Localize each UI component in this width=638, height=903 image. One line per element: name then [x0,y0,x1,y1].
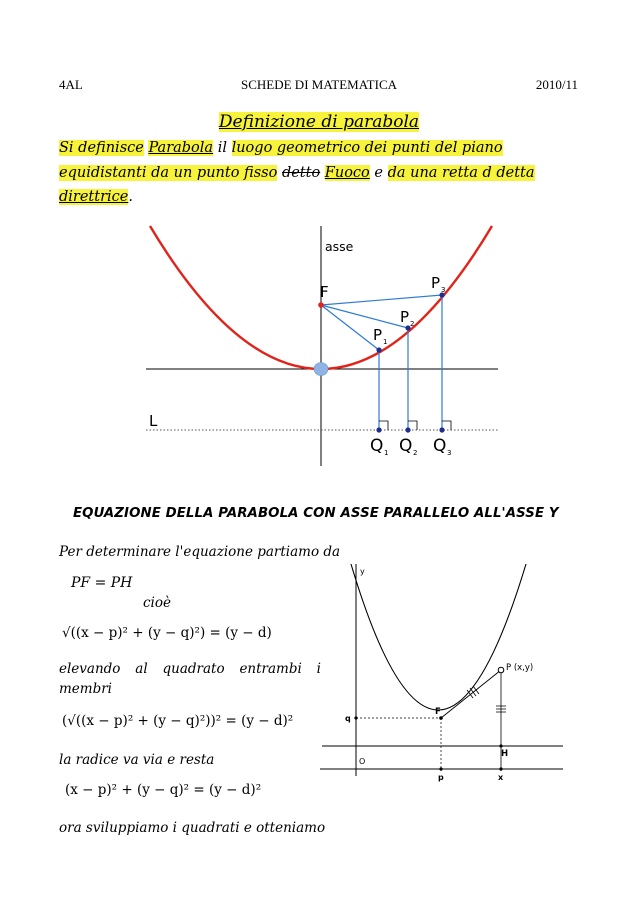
body-line-2b: membri [59,681,113,697]
segment-f-p1 [321,305,379,350]
q3-label: Q [433,436,447,456]
x-label: x [498,773,504,782]
p1-subscript: 1 [383,338,388,346]
point-q3 [439,427,444,432]
axis-label: asse [325,239,354,254]
point-p [498,667,504,673]
point-q2 [405,427,410,432]
p3-subscript: 3 [441,286,446,294]
q3-subscript: 3 [447,449,452,457]
header-year: 2010/11 [535,77,578,92]
word-detto: detto [281,164,321,181]
f-label: F [435,707,441,717]
definition-phrase: luogo geometrico dei punti del piano equidistanti da un punto fisso [59,140,503,181]
body-line-3: la radice va via e resta [59,752,215,768]
q2-subscript: 2 [413,449,418,457]
segment-f-p2 [321,305,408,328]
header-title: SCHEDE DI MATEMATICA [241,77,397,92]
h-label: H [501,749,509,759]
y-label: y [360,567,365,576]
q2-label: Q [399,436,413,456]
focus-label: F [320,283,329,301]
parabola-curve-2 [351,564,526,710]
term-direttrice: direttrice [59,189,129,205]
q1-subscript: 1 [384,449,389,457]
page-title [0,112,638,132]
point-x-axis [499,767,502,770]
body-line-4: ora sviluppiamo i quadrati e otteniamo [59,820,326,836]
title-text: Definizione di parabola [218,112,420,132]
o-label: O [359,757,366,766]
q-label: q [345,714,351,723]
point-p-axis [439,767,442,770]
segment-pf [441,670,501,718]
q1-label: Q [370,436,384,456]
section-title: EQUAZIONE DELLA PARABOLA CON ASSE PARALLELO ALL'ASSE Y [73,506,559,521]
equation-distance: √((x − p)² + (y − q)²) = (y − d) [62,625,272,641]
body-line-1: Per determinare l'equazione partiamo da [59,544,341,560]
p2-label: P [400,308,410,326]
point-q [354,716,357,719]
p1-label: P [373,326,383,344]
p-label: p [438,773,444,782]
word-e: e [374,164,383,181]
definition-paragraph [59,136,579,210]
equation-squared: (√((x − p)² + (y − q)²))² = (y − d)² [62,713,294,729]
p3-label: P [431,274,441,292]
point-p1 [376,347,381,352]
directrix-label: L [149,412,158,430]
parabola-definition-figure [120,222,520,472]
equation-expanded: (x − p)² + (y − q)² = (y − d)² [65,782,262,798]
term-parabola: Parabola [148,140,214,156]
p-xy-label: P (x,y) [506,663,534,673]
period: . [128,189,133,205]
word-cioe: cioè [143,595,171,611]
p2-subscript: 2 [410,320,415,328]
focus-point [318,302,324,308]
equation-pf-ph: PF = PH [71,575,133,591]
vertex-point [314,363,328,376]
header-class: 4AL [59,77,83,92]
body-line-2a: elevando al quadrato entrambi i [59,661,321,677]
segment-f-p3 [321,295,442,305]
coordinate-figure [318,556,568,786]
term-fuoco: Fuoco [324,164,370,181]
directrix-phrase: da una retta d detta [387,164,535,181]
point-q1 [376,427,381,432]
intro-start: Si definisce [59,140,144,156]
intro-il: il [217,140,227,156]
point-h [499,744,502,747]
